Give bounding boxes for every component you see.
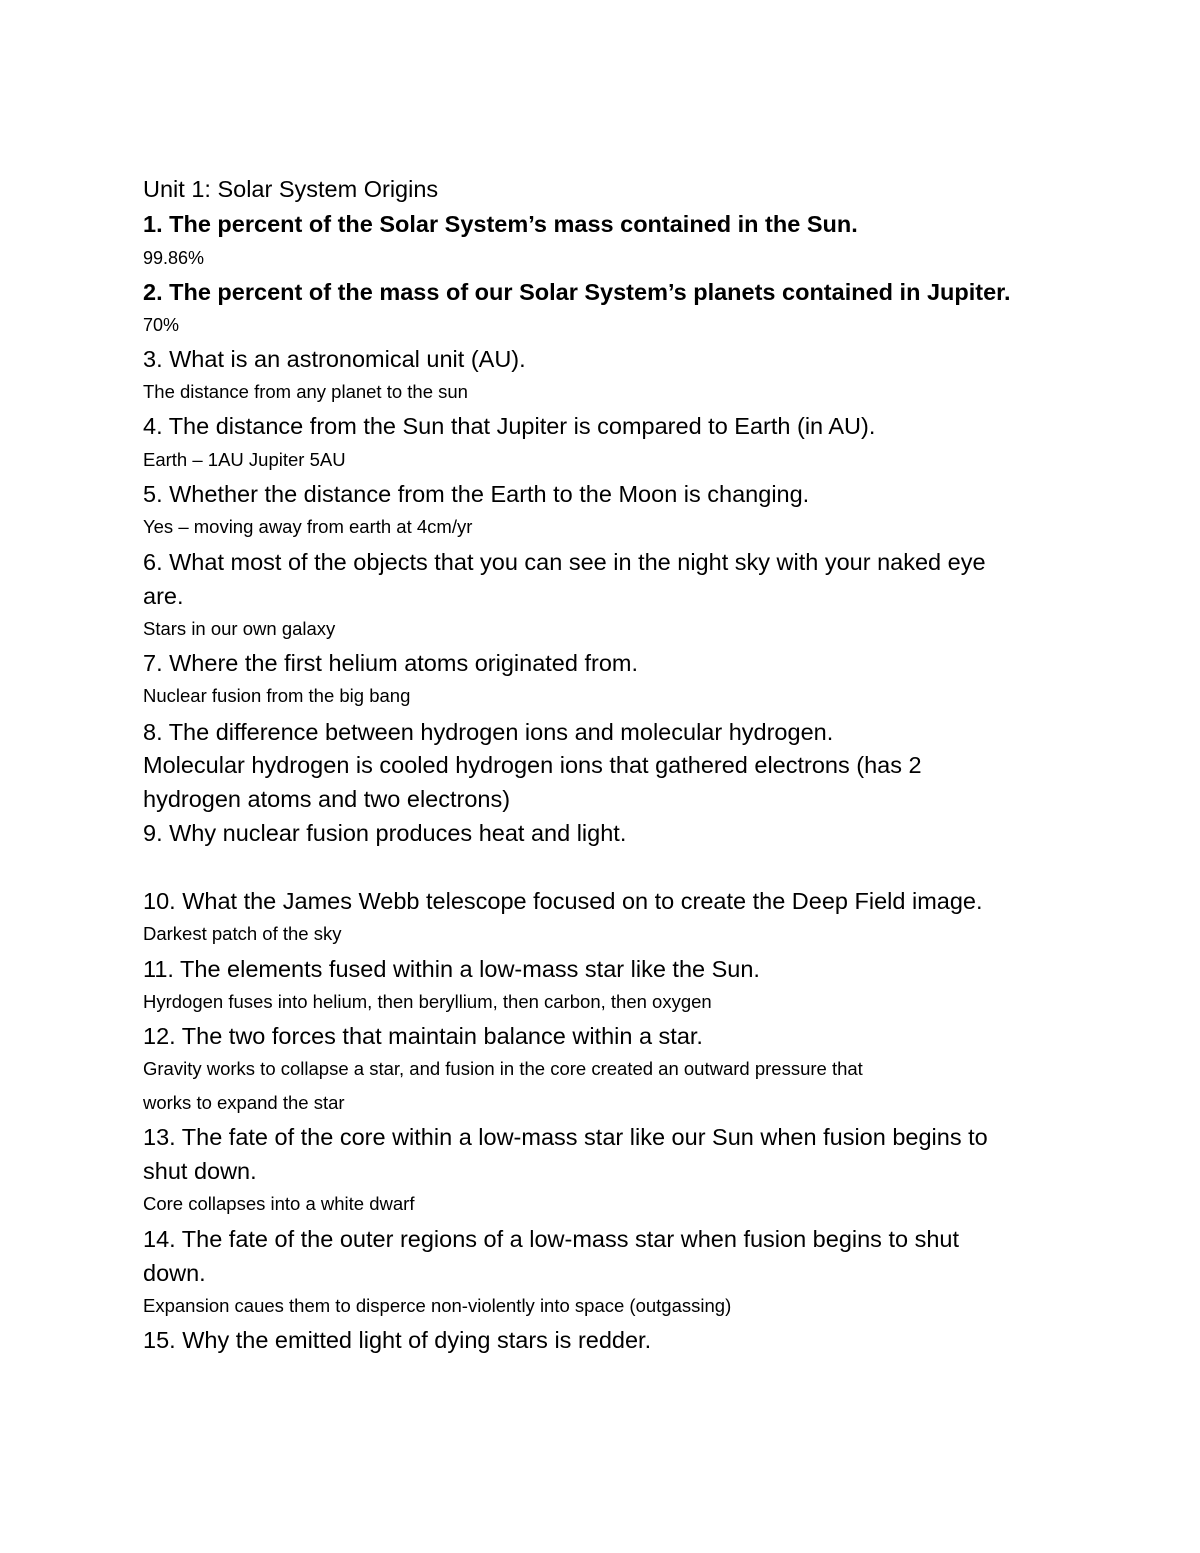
answer-13: Core collapses into a white dwarf [143, 1193, 415, 1214]
question-2: 2. The percent of the mass of our Solar System’s planets contained in Jupiter. [143, 279, 1011, 305]
question-14-line-1: 14. The fate of the outer regions of a low-mass star when fusion begins to shut [143, 1226, 960, 1252]
question-9: 9. Why nuclear fusion produces heat and light. [143, 820, 627, 846]
answer-1: 99.86% [143, 248, 205, 268]
question-3: 3. What is an astronomical unit (AU). [143, 346, 526, 372]
answer-10: Darkest patch of the sky [143, 923, 342, 944]
question-5: 5. Whether the distance from the Earth to the Moon is changing. [143, 481, 810, 507]
question-13-line-1: 13. The fate of the core within a low-mass star like our Sun when fusion begins to [143, 1124, 988, 1150]
question-10: 10. What the James Webb telescope focused on to create the Deep Field image. [143, 888, 983, 914]
answer-14: Expansion caues them to disperce non-violently into space (outgassing) [143, 1295, 732, 1316]
question-7: 7. Where the first helium atoms originated from. [143, 650, 639, 676]
question-1: 1. The percent of the Solar System’s mass contained in the Sun. [143, 211, 858, 237]
question-12: 12. The two forces that maintain balance within a star. [143, 1023, 703, 1049]
question-8: 8. The difference between hydrogen ions and molecular hydrogen. [143, 719, 834, 745]
question-4: 4. The distance from the Sun that Jupiter is compared to Earth (in AU). [143, 413, 876, 439]
answer-4: Earth – 1AU Jupiter 5AU [143, 449, 346, 470]
answer-2: 70% [143, 315, 180, 335]
answer-7: Nuclear fusion from the big bang [143, 685, 411, 706]
answer-8-line-1: Molecular hydrogen is cooled hydrogen ions that gathered electrons (has 2 [143, 752, 922, 778]
question-6-line-2: are. [143, 583, 184, 609]
question-6-line-1: 6. What most of the objects that you can see in the night sky with your naked eye [143, 549, 986, 575]
answer-12-line-2: works to expand the star [143, 1092, 345, 1113]
answer-3: The distance from any planet to the sun [143, 381, 468, 402]
answer-12-line-1: Gravity works to collapse a star, and fusion in the core created an outward pressure that [143, 1058, 863, 1079]
answer-8-line-2: hydrogen atoms and two electrons) [143, 786, 511, 812]
question-15: 15. Why the emitted light of dying stars is redder. [143, 1327, 652, 1353]
unit-title: Unit 1: Solar System Origins [143, 176, 439, 202]
question-13-line-2: shut down. [143, 1158, 257, 1184]
answer-6: Stars in our own galaxy [143, 618, 336, 639]
answer-11: Hyrdogen fuses into helium, then beryllium, then carbon, then oxygen [143, 991, 712, 1012]
question-14-line-2: down. [143, 1260, 206, 1286]
answer-5: Yes – moving away from earth at 4cm/yr [143, 516, 473, 537]
question-11: 11. The elements fused within a low-mass star like the Sun. [143, 956, 760, 982]
